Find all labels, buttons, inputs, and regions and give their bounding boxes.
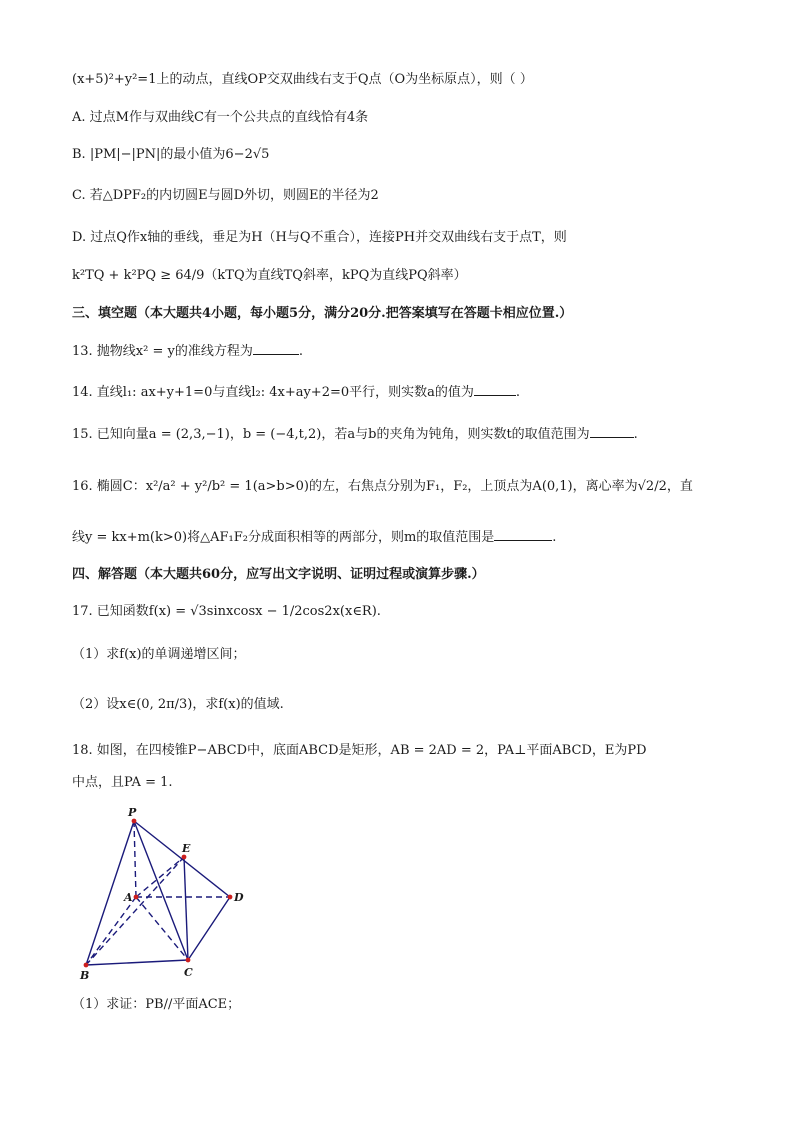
q12-option-d-cont-text: k²TQ + k²PQ ≥ 64/9（kTQ为直线TQ斜率，kPQ为直线PQ斜率）: [72, 268, 467, 283]
question-18: [72, 741, 647, 761]
q12-option-c-text: C. 若△DPF₂的内切圆E与圆D外切，则圆E的半径为2: [72, 188, 379, 203]
question-17-part-2-text: （2）设x∈(0, 2π/3)，求f(x)的值域.: [72, 697, 284, 712]
question-17-text: 17. 已知函数f(x) = √3sinxcosx − 1/2cos2x(x∈R).: [72, 604, 381, 619]
question-16: [72, 477, 693, 497]
point-b: [84, 963, 89, 968]
edge-ab: [86, 897, 136, 965]
label-a: A: [124, 891, 133, 904]
question-17: [72, 602, 381, 622]
question-18-part-1: [72, 995, 240, 1015]
question-16-cont-text: 线y = kx+m(k>0)将△AF₁F₂分成面积相等的两部分，则m的取值范围是: [72, 530, 495, 545]
q12-stem: [72, 70, 533, 90]
question-13-text: 13. 抛物线x² = y的准线方程为: [72, 344, 253, 359]
q12-option-d: [72, 228, 567, 248]
edge-ae: [136, 857, 184, 897]
q12-option-a-text: A. 过点M作与双曲线C有一个公共点的直线恰有4条: [72, 110, 369, 125]
answer-blank: [474, 383, 516, 396]
section-4-title: [72, 565, 485, 585]
q12-option-a: [72, 108, 368, 128]
label-b: B: [80, 969, 90, 982]
edge-ac: [136, 897, 188, 960]
question-17-part-1-text: （1）求f(x)的单调递增区间；: [72, 647, 246, 662]
point-p: [132, 819, 137, 824]
question-18-text: 18. 如图，在四棱锥P−ABCD中，底面ABCD是矩形，AB = 2AD = 2，PA⊥平面ABCD，E为PD: [72, 743, 647, 758]
point-a: [134, 895, 139, 900]
q12-option-b-text: B. |PM|−|PN|的最小值为6−2√5: [72, 147, 270, 162]
edge-cd: [188, 897, 230, 960]
question-14-text: 14. 直线l₁: ax+y+1=0与直线l₂: 4x+ay+2=0平行，则实数a的值为: [72, 385, 474, 400]
answer-blank: [590, 425, 634, 438]
question-16-text: 16. 椭圆C：x²/a² + y²/b² = 1(a>b>0)的左，右焦点分别为F₁，F₂，上顶点为A(0,1)，离心率为√2/2，直: [72, 479, 693, 494]
q12-option-d-text: D. 过点Q作x轴的垂线，垂足为H（H与Q不重合），连接PH并交双曲线右支于点T，则: [72, 230, 567, 245]
section-3-title: [72, 304, 572, 324]
pyramid-figure: [78, 805, 248, 985]
edge-ec: [184, 857, 188, 960]
label-p: P: [128, 806, 137, 819]
section-4-title-text: 四、解答题（本大题共60分，应写出文字说明、证明过程或演算步骤.）: [72, 567, 485, 582]
question-15: 15. 已知向量a = (2,3,−1)，b = (−4,t,2)，若a与b的夹角为钝角，则实数t的取值范围为 .: [72, 427, 638, 442]
q12-option-d-cont: [72, 266, 467, 286]
question-18-part-1-text: （1）求证：PB//平面ACE；: [72, 997, 241, 1012]
question-17-part-2: [72, 695, 284, 715]
question-18-cont-text: 中点，且PA = 1.: [72, 775, 173, 790]
label-e: E: [182, 842, 191, 855]
point-e: [182, 855, 187, 860]
section-3-title-text: 三、填空题（本大题共4小题，每小题5分，满分20分.把答案填写在答题卡相应位置.）: [72, 306, 573, 321]
label-c: C: [184, 966, 193, 979]
label-d: D: [234, 891, 244, 904]
q12-option-b: [72, 145, 269, 165]
answer-blank: [253, 342, 299, 355]
question-18-cont: [72, 773, 173, 793]
point-d: [228, 895, 233, 900]
question-17-part-1: [72, 645, 246, 665]
point-c: [186, 958, 191, 963]
q12-option-c: [72, 186, 379, 206]
question-13: 13. 抛物线x² = y的准线方程为 .: [72, 344, 303, 359]
edge-pa: [134, 821, 136, 897]
question-14: 14. 直线l₁: ax+y+1=0与直线l₂: 4x+ay+2=0平行，则实数a的值为 .: [72, 385, 521, 400]
q12-stem-text: (x+5)²+y²=1上的动点，直线OP交双曲线右支于Q点（O为坐标原点），则（ ）: [72, 72, 533, 87]
edge-bc: [86, 960, 188, 965]
question-16-cont: 线y = kx+m(k>0)将△AF₁F₂分成面积相等的两部分，则m的取值范围是 .: [72, 530, 557, 545]
question-15-text: 15. 已知向量a = (2,3,−1)，b = (−4,t,2)，若a与b的夹角为钝角，则实数t的取值范围为: [72, 427, 590, 442]
answer-blank: [494, 528, 552, 541]
